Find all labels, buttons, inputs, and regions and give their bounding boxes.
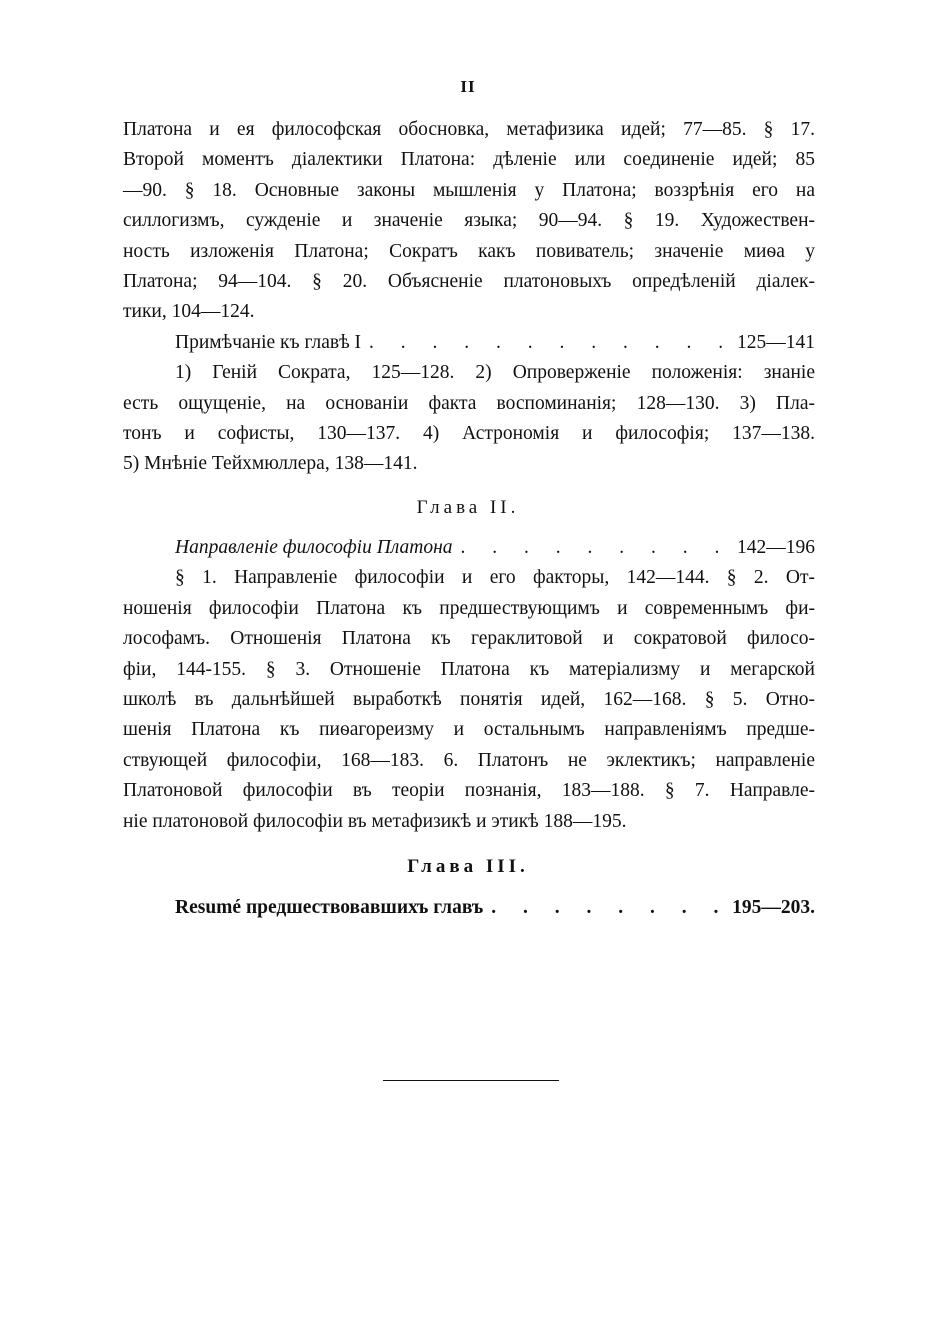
toc-leader-dots <box>483 893 732 923</box>
toc-leader-dots <box>453 533 737 563</box>
text-line: § 1. Направленіе философіи и его факторы, 142—144. § 2. От- <box>175 567 815 589</box>
text-line: 1) Геній Сократа, 125—128. 2) Опроверженіе положенія: знаніе <box>175 362 815 384</box>
text-line: ность изложенія Платона; Сократъ какъ повиватель; значеніе миѳа у <box>123 240 815 262</box>
text-line: есть ощущеніе, на основаніи факта воспоминанія; 128—130. 3) Пла- <box>123 392 815 414</box>
text-line: силлогизмъ, сужденіе и значеніе языка; 90—94. § 19. Художествен- <box>123 210 815 232</box>
toc-entry-pages: 142—196 <box>737 537 815 558</box>
text-line: Платона и ея философская обосновка, метафизика идей; 77—85. § 17. <box>123 119 815 140</box>
chapter1-continuation <box>123 115 815 480</box>
toc-entry-title: Resumé предшествовавшихъ главъ <box>175 897 484 918</box>
text-line: Платона; 94—104. § 20. Объясненіе платоновыхъ опредѣленій діалек- <box>123 270 815 292</box>
toc-leader-dots <box>361 328 737 358</box>
toc-entry-chapter2 <box>123 533 815 563</box>
text-line: ніе платоновой философіи въ метафизикѣ и этикѣ 188—195. <box>123 810 627 832</box>
text-line: тики, 104—124. <box>123 301 255 323</box>
text-line: Второй моментъ діалектики Платона: дѣленіе или соединеніе идей; 85 <box>123 149 815 171</box>
chapter3-section <box>123 893 815 923</box>
chapter2-section <box>123 533 815 837</box>
text-line: фіи, 144-155. § 3. Отношеніе Платона къ матеріализму и мегарской <box>123 658 815 680</box>
chapter2-heading: Глава II. <box>416 497 520 518</box>
page-number: II <box>460 77 476 96</box>
end-rule <box>383 1080 559 1081</box>
toc-entry-pages: 125—141 <box>737 331 815 353</box>
text-line: ношенія философіи Платона къ предшествующимъ и современнымъ фи- <box>123 597 815 619</box>
text-line: Платоновой философіи въ теоріи познанія, 183—188. § 7. Направле- <box>123 780 815 802</box>
toc-entry-chapter3 <box>123 893 815 923</box>
toc-entry-title: Направленіе философіи Платона <box>175 537 453 558</box>
text-line: ствующей философіи, 168—183. 6. Платонъ не эклектикъ; направленіе <box>123 749 815 771</box>
text-line: лософамъ. Отношенія Платона къ гераклитовой и сократовой филосо- <box>123 628 815 650</box>
toc-entry-note <box>123 328 815 358</box>
toc-entry-title: Примѣчаніе къ главѣ I <box>175 331 362 353</box>
toc-entry-pages: 195—203. <box>732 897 815 918</box>
text-line: шенія Платона къ пиѳагореизму и остальнымъ направленіямъ предше- <box>123 719 815 741</box>
text-line: 5) Мнѣніе Тейхмюллера, 138—141. <box>123 453 418 475</box>
text-line: —90. § 18. Основные законы мышленія у Платона; воззрѣнія его на <box>123 179 815 201</box>
chapter3-heading: Глава III. <box>407 856 529 877</box>
text-line: тонъ и софисты, 130—137. 4) Астрономія и философія; 137—138. <box>123 422 815 444</box>
text-line: школѣ въ дальнѣйшей выработкѣ понятія идей, 162—168. § 5. Отно- <box>123 688 815 710</box>
